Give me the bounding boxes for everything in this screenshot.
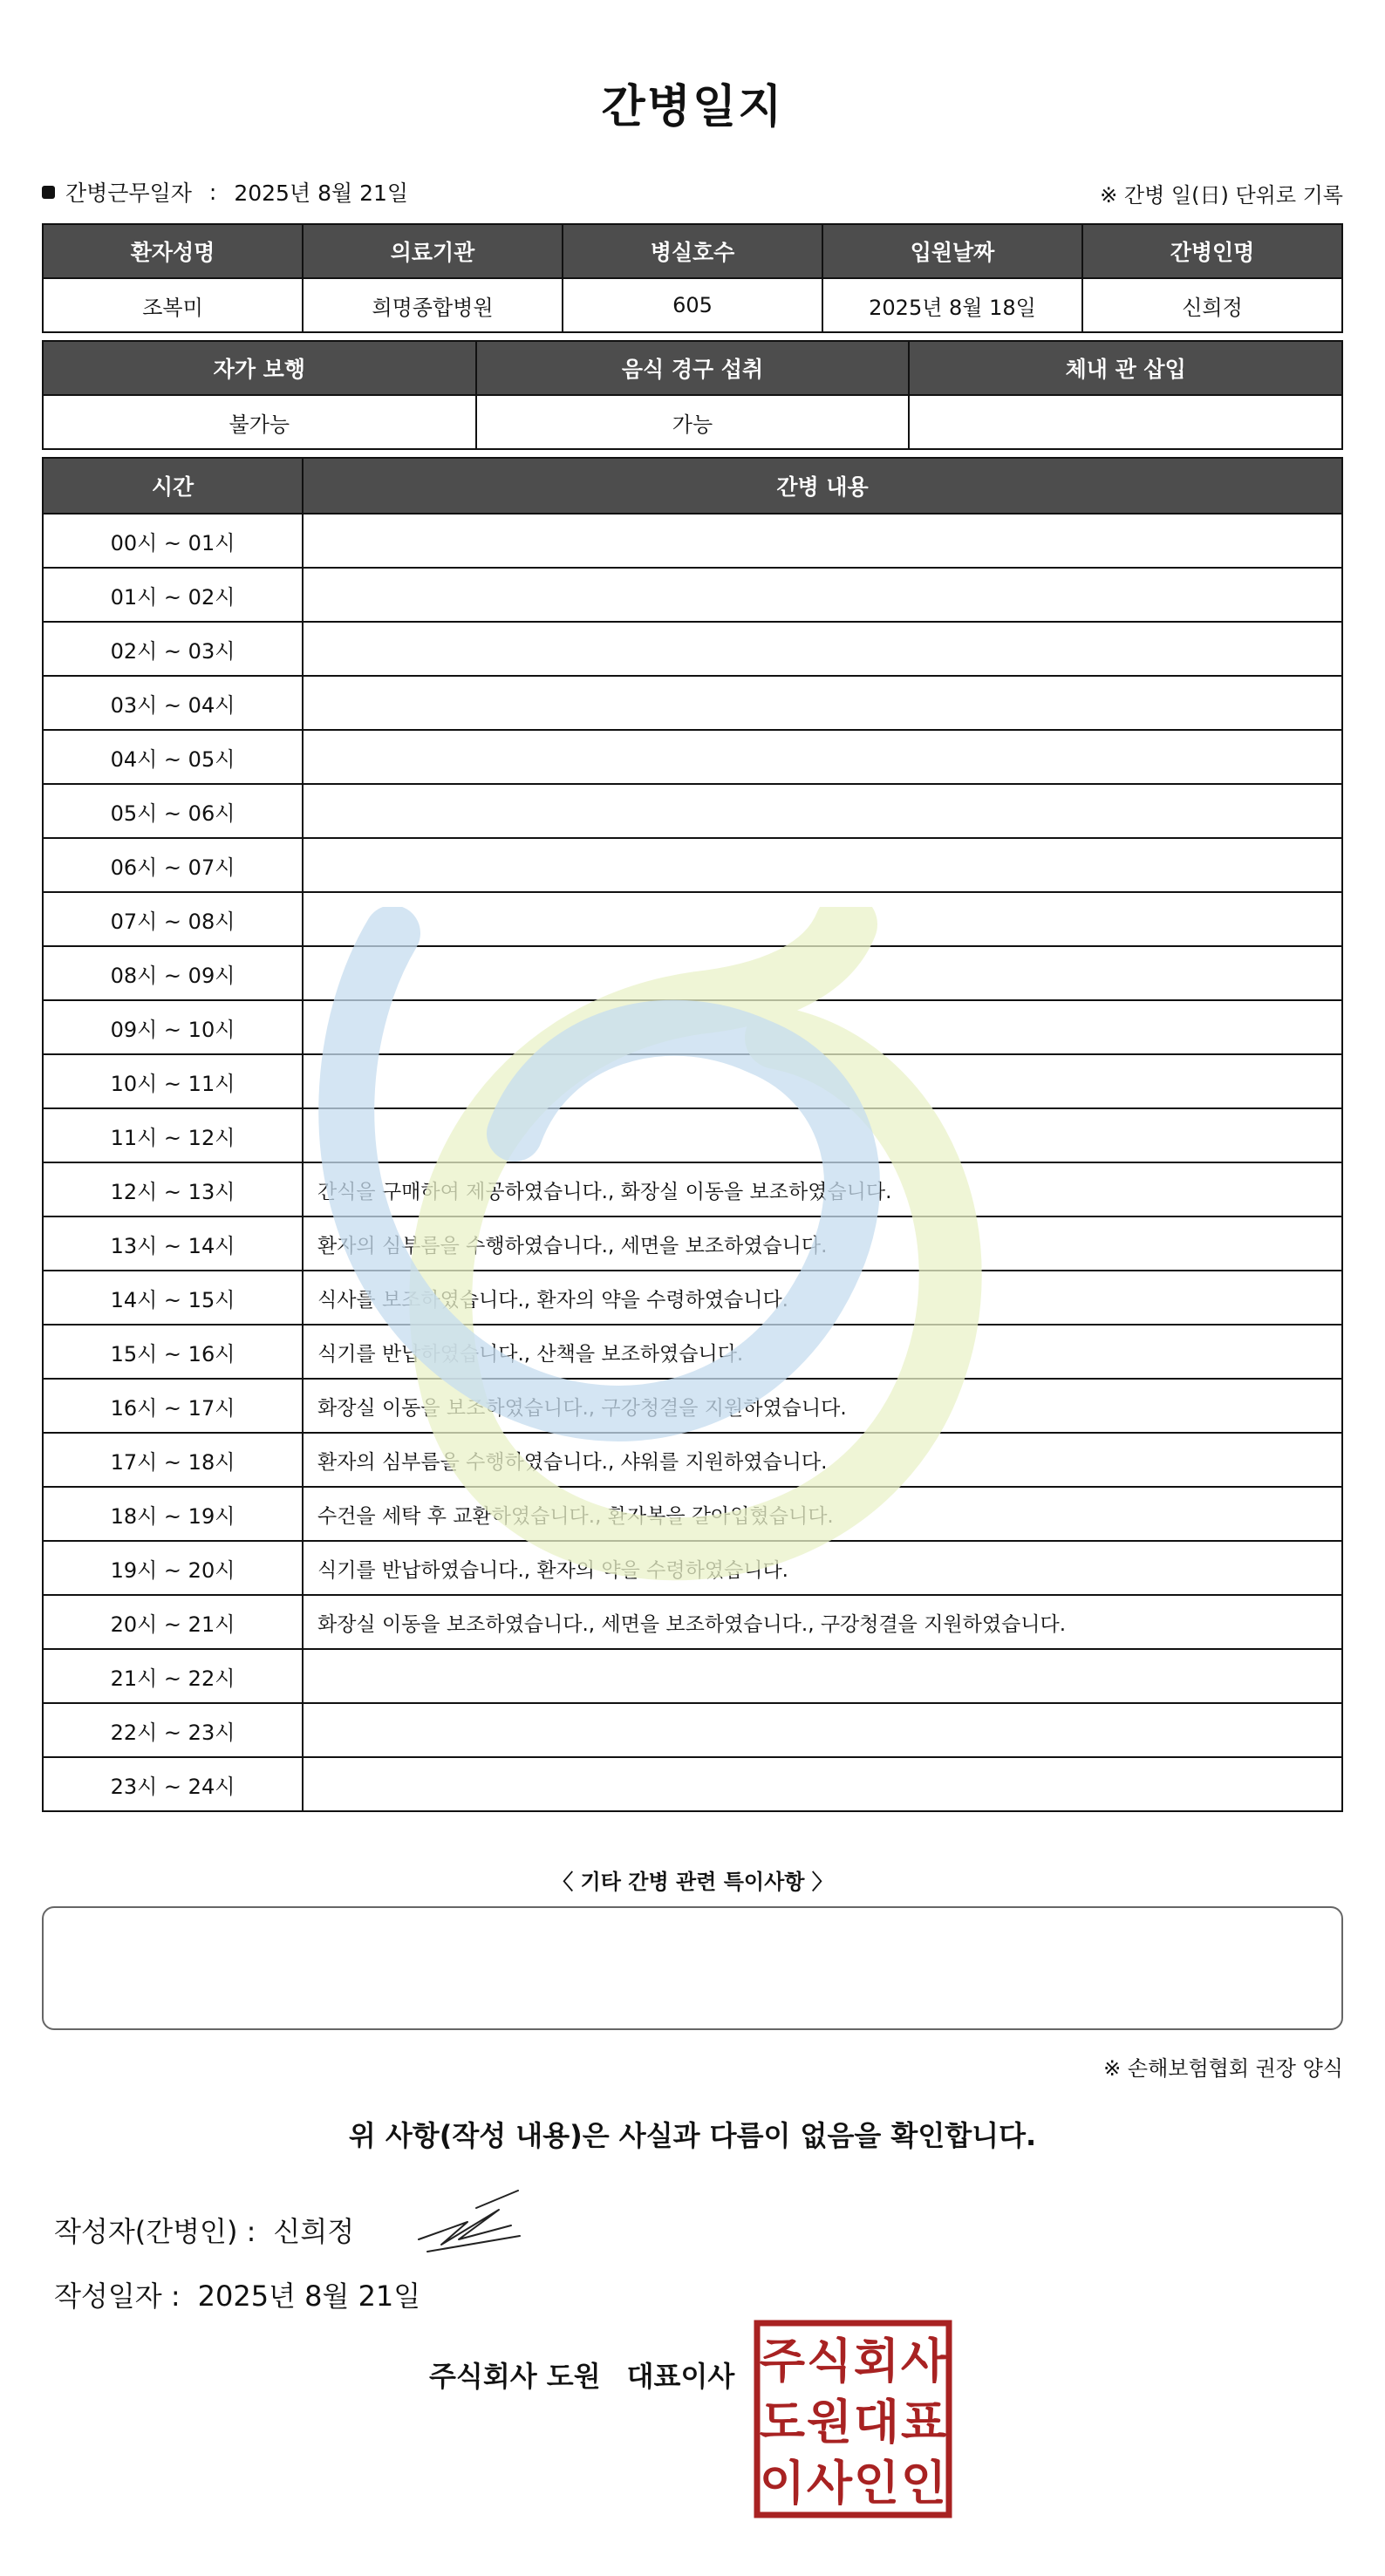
care-content	[303, 1000, 1342, 1054]
care-log-row	[43, 1000, 1342, 1054]
care-content	[303, 1649, 1342, 1703]
care-content	[303, 1108, 1342, 1162]
time-slot: 15시 ~ 16시	[43, 1325, 303, 1379]
company-name: 주식회사 도원	[429, 2360, 601, 2393]
time-slot: 11시 ~ 12시	[43, 1108, 303, 1162]
time-slot: 04시 ~ 05시	[43, 730, 303, 784]
care-content	[303, 568, 1342, 622]
time-slot: 13시 ~ 14시	[43, 1216, 303, 1271]
care-log-row	[43, 1108, 1342, 1162]
time-slot: 10시 ~ 11시	[43, 1054, 303, 1108]
care-log-row	[43, 1216, 1342, 1271]
care-log-row	[43, 1649, 1342, 1703]
care-content	[303, 1703, 1342, 1757]
care-log-row	[43, 1162, 1342, 1216]
care-log-body	[43, 514, 1342, 1811]
seal-character: 이	[759, 2456, 806, 2511]
care-log-row	[43, 514, 1342, 568]
writer-line	[54, 2210, 354, 2250]
care-content	[303, 676, 1342, 730]
admission-date-header: 입원날짜	[822, 224, 1082, 278]
work-date-label: 간병근무일자	[65, 181, 192, 206]
care-log-row	[43, 676, 1342, 730]
care-log-row	[43, 1595, 1342, 1649]
hospital-header: 의료기관	[303, 224, 563, 278]
care-log-row	[43, 1703, 1342, 1757]
time-slot: 18시 ~ 19시	[43, 1487, 303, 1541]
tube-insertion-header: 체내 관 삽입	[909, 341, 1342, 395]
room-number-value: 605	[563, 278, 822, 332]
care-content	[303, 622, 1342, 676]
bullet-icon	[42, 186, 55, 199]
time-slot: 21시 ~ 22시	[43, 1649, 303, 1703]
care-content: 화장실 이동을 보조하였습니다., 세면을 보조하였습니다., 구강청결을 지원하였습니다.	[303, 1595, 1342, 1649]
care-log-row	[43, 784, 1342, 838]
company-line	[429, 2355, 734, 2395]
seal-character: 회	[853, 2334, 900, 2389]
patient-condition-value-row	[43, 395, 1342, 449]
care-content	[303, 784, 1342, 838]
hospital-value: 희명종합병원	[303, 278, 563, 332]
seal-character: 도	[759, 2395, 806, 2450]
care-content	[303, 1054, 1342, 1108]
patient-name-header: 환자성명	[43, 224, 303, 278]
room-number-header: 병실호수	[563, 224, 822, 278]
time-slot: 16시 ~ 17시	[43, 1379, 303, 1433]
representative-title: 대표이사	[626, 2360, 735, 2393]
care-log-row	[43, 1054, 1342, 1108]
work-date-separator: :	[208, 179, 217, 205]
care-log-row	[43, 1487, 1342, 1541]
care-log-row	[43, 1541, 1342, 1595]
time-slot: 12시 ~ 13시	[43, 1162, 303, 1216]
care-log-row	[43, 730, 1342, 784]
time-slot: 02시 ~ 03시	[43, 622, 303, 676]
work-date-line	[42, 176, 408, 208]
written-date-value: 2025년 8월 21일	[197, 2280, 421, 2313]
seal-character: 사	[900, 2334, 947, 2389]
care-content: 식사를 보조하였습니다., 환자의 약을 수령하였습니다.	[303, 1271, 1342, 1325]
care-content	[303, 946, 1342, 1000]
care-content	[303, 892, 1342, 946]
admission-date-value: 2025년 8월 18일	[822, 278, 1082, 332]
care-log-row	[43, 1433, 1342, 1487]
time-header: 시간	[43, 458, 303, 514]
time-slot: 01시 ~ 02시	[43, 568, 303, 622]
care-log-row	[43, 838, 1342, 892]
care-content: 환자의 심부름을 수행하였습니다., 샤워를 지원하였습니다.	[303, 1433, 1342, 1487]
patient-condition-table	[42, 340, 1343, 450]
seal-character: 표	[900, 2395, 947, 2450]
time-slot: 06시 ~ 07시	[43, 838, 303, 892]
care-content: 식기를 반납하였습니다., 환자의 약을 수령하였습니다.	[303, 1541, 1342, 1595]
page-title: 간병일지	[601, 81, 784, 133]
time-slot: 09시 ~ 10시	[43, 1000, 303, 1054]
time-slot: 19시 ~ 20시	[43, 1541, 303, 1595]
time-slot: 17시 ~ 18시	[43, 1433, 303, 1487]
writer-value: 신희정	[273, 2215, 355, 2248]
form-source-note: ※ 손해보험협회 권장 양식	[1103, 2056, 1343, 2081]
care-content: 간식을 구매하여 제공하였습니다., 화장실 이동을 보조하였습니다.	[303, 1162, 1342, 1216]
care-content: 식기를 반납하였습니다., 산책을 보조하였습니다.	[303, 1325, 1342, 1379]
seal-character: 원	[806, 2395, 853, 2450]
signature-icon	[415, 2187, 523, 2257]
special-notes-title: 〈 기타 간병 관련 특이사항 〉	[552, 1870, 833, 1894]
time-slot: 00시 ~ 01시	[43, 514, 303, 568]
confirmation-statement: 위 사항(작성 내용)은 사실과 다름이 없음을 확인합니다.	[348, 2119, 1037, 2152]
care-log-header-row	[43, 458, 1342, 514]
patient-info-header-row	[43, 224, 1342, 278]
work-date-value: 2025년 8월 21일	[234, 181, 409, 206]
caregiver-name-value: 신희정	[1082, 278, 1342, 332]
care-content-header: 간병 내용	[303, 458, 1342, 514]
patient-condition-header-row	[43, 341, 1342, 395]
care-content	[303, 838, 1342, 892]
care-log-row	[43, 892, 1342, 946]
record-unit-note: ※ 간병 일(日) 단위로 기록	[1100, 183, 1343, 208]
seal-character: 인	[900, 2456, 947, 2511]
self-walking-value: 불가능	[43, 395, 476, 449]
care-log-row	[43, 1271, 1342, 1325]
care-content	[303, 514, 1342, 568]
time-slot: 07시 ~ 08시	[43, 892, 303, 946]
care-log-row	[43, 946, 1342, 1000]
care-content: 수건을 세탁 후 교환하였습니다., 환자복을 갈아입혔습니다.	[303, 1487, 1342, 1541]
seal-character: 식	[806, 2334, 853, 2389]
special-notes-box	[42, 1906, 1343, 2030]
oral-intake-header: 음식 경구 섭취	[476, 341, 910, 395]
written-date-line	[54, 2274, 420, 2314]
time-slot: 23시 ~ 24시	[43, 1757, 303, 1811]
seal-character: 대	[853, 2395, 900, 2450]
care-log-row	[43, 1325, 1342, 1379]
patient-info-value-row	[43, 278, 1342, 332]
written-date-label: 작성일자 :	[54, 2280, 181, 2313]
time-slot: 03시 ~ 04시	[43, 676, 303, 730]
care-log-table	[42, 457, 1343, 1812]
seal-character: 사	[806, 2456, 853, 2511]
caregiver-name-header: 간병인명	[1082, 224, 1342, 278]
seal-character: 주	[759, 2334, 806, 2389]
time-slot: 14시 ~ 15시	[43, 1271, 303, 1325]
care-log-row	[43, 1379, 1342, 1433]
care-content: 환자의 심부름을 수행하였습니다., 세면을 보조하였습니다.	[303, 1216, 1342, 1271]
writer-label: 작성자(간병인) :	[54, 2215, 256, 2248]
care-content	[303, 730, 1342, 784]
patient-name-value: 조복미	[43, 278, 303, 332]
care-content	[303, 1757, 1342, 1811]
time-slot: 20시 ~ 21시	[43, 1595, 303, 1649]
seal-character: 인	[853, 2456, 900, 2511]
self-walking-header: 자가 보행	[43, 341, 476, 395]
time-slot: 22시 ~ 23시	[43, 1703, 303, 1757]
care-log-row	[43, 1757, 1342, 1811]
patient-info-table	[42, 223, 1343, 333]
tube-insertion-value	[909, 395, 1342, 449]
care-log-row	[43, 568, 1342, 622]
care-log-row	[43, 622, 1342, 676]
oral-intake-value: 가능	[476, 395, 910, 449]
time-slot: 08시 ~ 09시	[43, 946, 303, 1000]
care-content: 화장실 이동을 보조하였습니다., 구강청결을 지원하였습니다.	[303, 1379, 1342, 1433]
time-slot: 05시 ~ 06시	[43, 784, 303, 838]
company-seal-icon	[754, 2320, 952, 2518]
